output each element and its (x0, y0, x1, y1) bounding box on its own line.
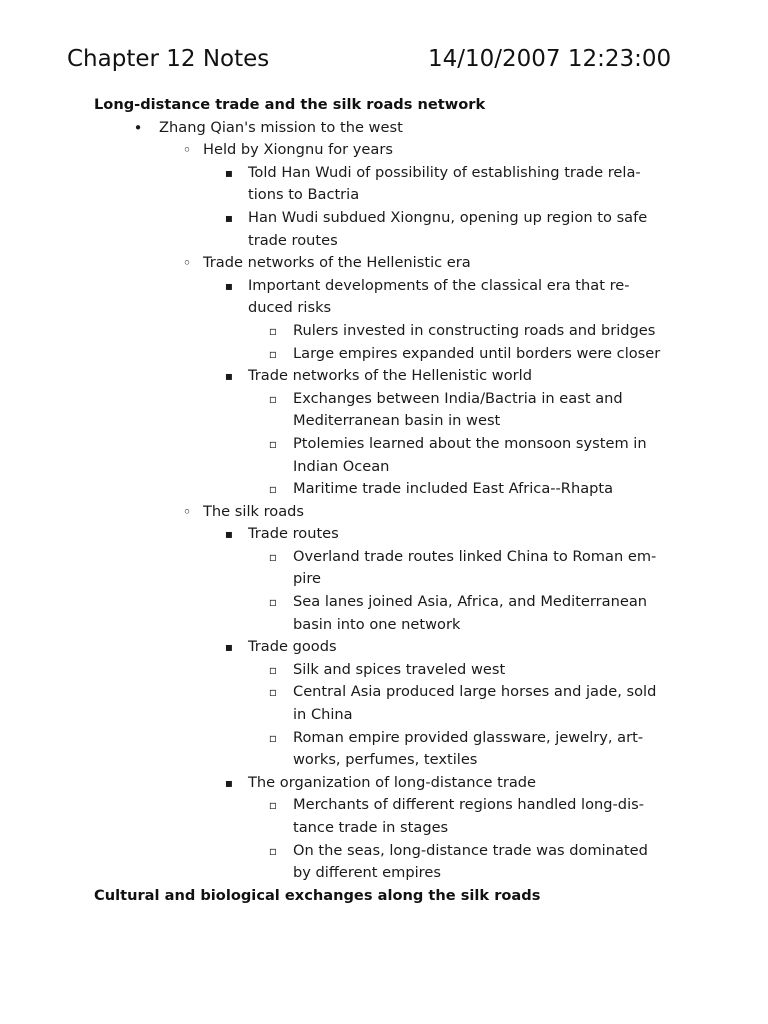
outline-text: Trade routes (248, 525, 339, 543)
outline-text: Mediterranean basin in west (293, 412, 501, 430)
outline-text: Indian Ocean (293, 457, 390, 475)
outline-text: Roman empire provided glassware, jewelry, art- (293, 728, 644, 746)
outline-line (0, 456, 768, 479)
hollow-square-bullet-icon (267, 546, 279, 569)
outline-line (0, 297, 768, 320)
outline-text: trade routes (248, 231, 338, 249)
outline-line (0, 862, 768, 885)
square-bullet-icon (223, 772, 235, 795)
outline-line (0, 501, 768, 524)
outline-line (0, 568, 768, 591)
outline-line (0, 410, 768, 433)
outline-line (0, 478, 768, 501)
square-bullet-icon (223, 275, 235, 298)
square-bullet-icon (223, 365, 235, 388)
disc-bullet-icon (132, 117, 144, 141)
outline-line (0, 636, 768, 659)
outline-text: in China (293, 706, 353, 724)
outline-line (0, 230, 768, 253)
circle-bullet-icon (181, 139, 193, 163)
section-heading (0, 94, 768, 117)
outline-text: The organization of long-distance trade (248, 773, 537, 791)
outline-text: On the seas, long-distance trade was dominated (293, 841, 648, 859)
outline-text: Maritime trade included East Africa--Rhapta (293, 480, 614, 498)
hollow-square-bullet-icon (267, 433, 279, 456)
outline-line (0, 139, 768, 162)
square-bullet-icon (223, 207, 235, 230)
hollow-square-bullet-icon (267, 681, 279, 704)
hollow-square-bullet-icon (267, 320, 279, 343)
outline-line (0, 591, 768, 614)
outline-text: Zhang Qian's mission to the west (159, 118, 403, 136)
outline-line (0, 749, 768, 772)
outline-text: Cultural and biological exchanges along the silk roads (94, 886, 541, 904)
outline-text: tance trade in stages (293, 819, 449, 836)
hollow-square-bullet-icon (267, 659, 279, 682)
outline-text: basin into one network (293, 615, 461, 633)
hollow-square-bullet-icon (267, 388, 279, 411)
outline-text: Trade networks of the Hellenistic era (203, 254, 471, 272)
outline-line (0, 614, 768, 637)
outline-line (0, 727, 768, 750)
outline-line (0, 184, 768, 207)
square-bullet-icon (223, 523, 235, 546)
outline-text: Trade networks of the Hellenistic world (248, 367, 532, 385)
hollow-square-bullet-icon (267, 794, 279, 817)
outline-line (0, 681, 768, 704)
outline-text: pire (293, 570, 321, 588)
square-bullet-icon (223, 162, 235, 185)
outline-line (0, 704, 768, 727)
outline-text: Important developments of the classical era that re- (248, 276, 630, 294)
hollow-square-bullet-icon (267, 343, 279, 366)
outline-text: works, perfumes, textiles (293, 751, 478, 769)
outline-text: Exchanges between India/Bactria in east and (293, 389, 623, 407)
outline-line (0, 320, 768, 343)
hollow-square-bullet-icon (267, 727, 279, 750)
outline-line (0, 343, 768, 366)
outline-text: Sea lanes joined Asia, Africa, and Mediterranean (293, 593, 648, 611)
circle-bullet-icon (181, 252, 193, 276)
outline-line (0, 162, 768, 185)
outline-text: Large empires expanded until borders were closer (293, 344, 661, 362)
outline-line (0, 794, 768, 817)
outline-text: The silk roads (203, 502, 305, 520)
outline-text: Long-distance trade and the silk roads network (94, 96, 486, 113)
section-heading (0, 885, 768, 908)
outline-text: Han Wudi subdued Xiongnu, opening up region to safe (248, 208, 648, 226)
page-title: Chapter 12 Notes (67, 46, 270, 72)
outline-text: Central Asia produced large horses and jade, sold (293, 683, 657, 701)
outline-line (0, 772, 768, 795)
outline-text: Silk and spices traveled west (293, 660, 506, 678)
outline-text: Rulers invested in constructing roads and bridges (293, 321, 656, 339)
outline-text: by different empires (293, 864, 441, 882)
outline-line (0, 252, 768, 275)
notes-outline (0, 94, 768, 907)
outline-text: Told Han Wudi of possibility of establishing trade rela- (248, 163, 641, 181)
outline-text: Overland trade routes linked China to Roman em- (293, 547, 657, 565)
hollow-square-bullet-icon (267, 840, 279, 863)
outline-line (0, 388, 768, 411)
outline-text: Trade goods (248, 638, 337, 656)
outline-line (0, 275, 768, 298)
outline-line (0, 817, 768, 840)
square-bullet-icon (223, 636, 235, 659)
outline-text: tions to Bactria (248, 186, 360, 204)
outline-line (0, 207, 768, 230)
outline-text: Held by Xiongnu for years (203, 141, 393, 159)
outline-line (0, 117, 768, 140)
outline-line (0, 840, 768, 863)
hollow-square-bullet-icon (267, 478, 279, 501)
hollow-square-bullet-icon (267, 591, 279, 614)
outline-line (0, 433, 768, 456)
outline-line (0, 523, 768, 546)
page-datetime: 14/10/2007 12:23:00 (428, 46, 672, 72)
outline-text: Merchants of different regions handled long-dis- (293, 796, 644, 814)
outline-text: duced risks (248, 299, 332, 317)
outline-line (0, 546, 768, 569)
circle-bullet-icon (181, 501, 193, 525)
outline-line (0, 365, 768, 388)
outline-text: Ptolemies learned about the monsoon system in (293, 434, 647, 452)
outline-line (0, 659, 768, 682)
